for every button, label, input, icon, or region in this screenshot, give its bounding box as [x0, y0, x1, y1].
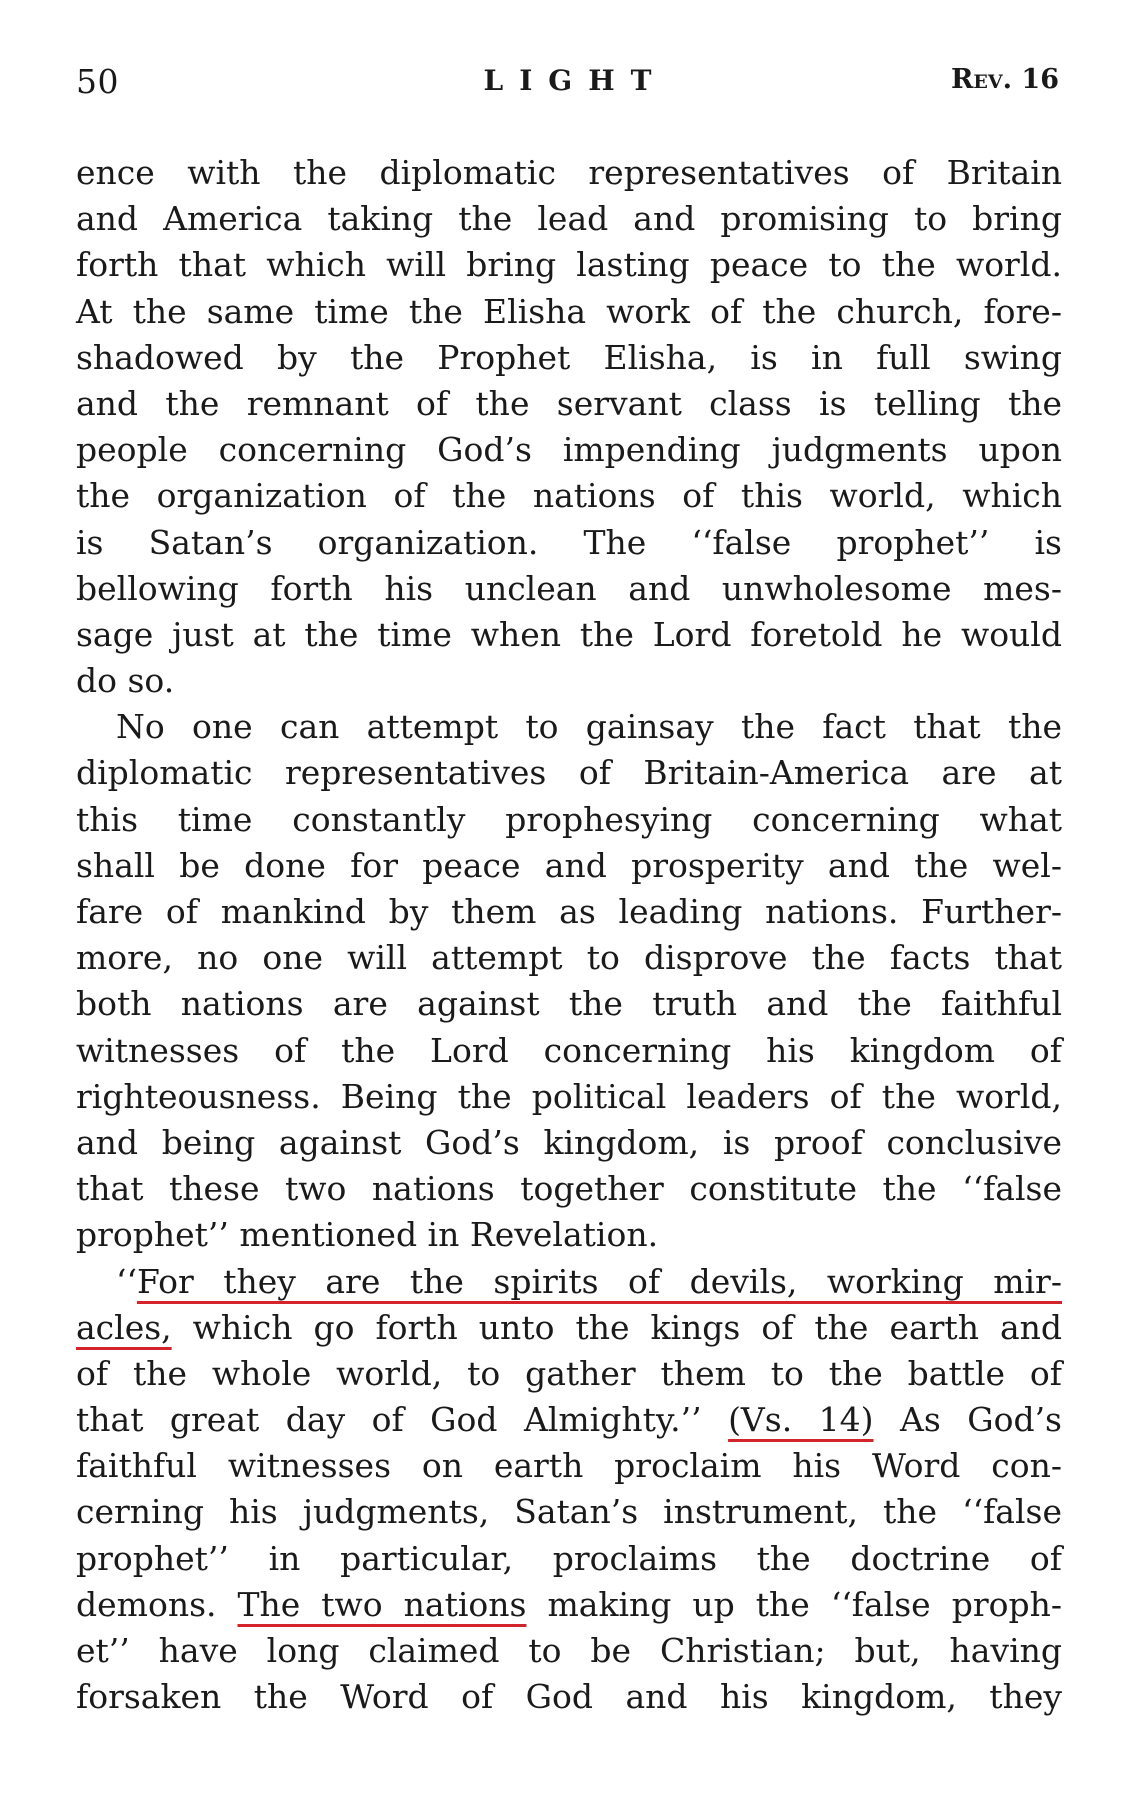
text-line [76, 1259, 1062, 1305]
text-line: of the whole world, to gather them to the battle of [76, 1353, 1062, 1393]
text-line: diplomatic representatives of Britain-America are at [76, 753, 1062, 793]
highlighted-phrase: For they are the spirits of devils, working mir- [136, 1261, 1062, 1301]
text-line: more, no one will attempt to disprove the facts that [76, 938, 1062, 978]
highlighted-phrase: acles, [76, 1307, 172, 1347]
text-line: forth that which will bring lasting peace to the world. [76, 245, 1062, 285]
text-line: faithful witnesses on earth proclaim his Word con- [76, 1446, 1062, 1486]
text-line: bellowing forth his unclean and unwholesome mes- [76, 568, 1062, 608]
text-segment: As God’s [873, 1400, 1062, 1440]
body-text [76, 150, 1062, 1720]
open-quote: ‘‘ [116, 1261, 137, 1301]
text-line: shall be done for peace and prosperity and the wel- [76, 845, 1062, 885]
text-line: and America taking the lead and promising to bring [76, 199, 1062, 239]
text-line: et’’ have long claimed to be Christian; but, having [76, 1631, 1062, 1670]
page-header [76, 62, 1059, 106]
text-line [76, 1582, 1062, 1628]
text-line [76, 1305, 1062, 1351]
text-line: both nations are against the truth and the faithful [76, 984, 1062, 1024]
text-line: No one can attempt to gainsay the fact that the [116, 707, 1062, 747]
text-line [76, 1397, 1062, 1443]
page-number: 50 [76, 62, 119, 101]
text-line: do so. [76, 661, 175, 701]
text-line: cerning his judgments, Satan’s instrument, the ‘‘false [76, 1492, 1062, 1532]
chapter-reference: Rev. 16 [950, 64, 1059, 95]
text-line: ence with the diplomatic representatives of Britain [76, 153, 1062, 192]
highlighted-verse-reference: (Vs. 14) [728, 1400, 874, 1440]
text-line: prophet’’ in particular, proclaims the doctrine of [76, 1538, 1062, 1578]
text-segment: which go forth unto the kings of the earth and [171, 1307, 1062, 1347]
text-line: sage just at the time when the Lord foretold he would [76, 614, 1062, 654]
text-line: righteousness. Being the political leaders of the world, [76, 1076, 1062, 1116]
text-line: witnesses of the Lord concerning his kingdom of [76, 1030, 1062, 1070]
text-segment: making up the ‘‘false proph- [526, 1584, 1062, 1624]
text-line: prophet’’ mentioned in Revelation. [76, 1215, 659, 1255]
text-line: At the same time the Elisha work of the church, fore- [76, 291, 1062, 331]
text-segment: demons. [76, 1584, 238, 1624]
text-line: that these two nations together constitute the ‘‘false [76, 1169, 1062, 1209]
text-line: shadowed by the Prophet Elisha, is in full swing [76, 337, 1062, 377]
text-segment: that great day of God Almighty.’’ [76, 1400, 729, 1440]
text-line: and being against God’s kingdom, is proof conclusive [76, 1122, 1062, 1162]
text-line: fare of mankind by them as leading nations. Further- [76, 892, 1062, 931]
highlighted-phrase: The two nations [237, 1584, 527, 1624]
text-line: this time constantly prophesying concerning what [76, 799, 1062, 839]
text-line: forsaken the Word of God and his kingdom, they [76, 1677, 1062, 1717]
text-line: is Satan’s organization. The ‘‘false prophet’’ is [76, 522, 1062, 562]
text-line: the organization of the nations of this world, which [76, 476, 1062, 516]
text-line: and the remnant of the servant class is telling the [76, 383, 1062, 423]
running-title: LIGHT [483, 64, 668, 97]
text-line: people concerning God’s impending judgments upon [76, 430, 1062, 470]
